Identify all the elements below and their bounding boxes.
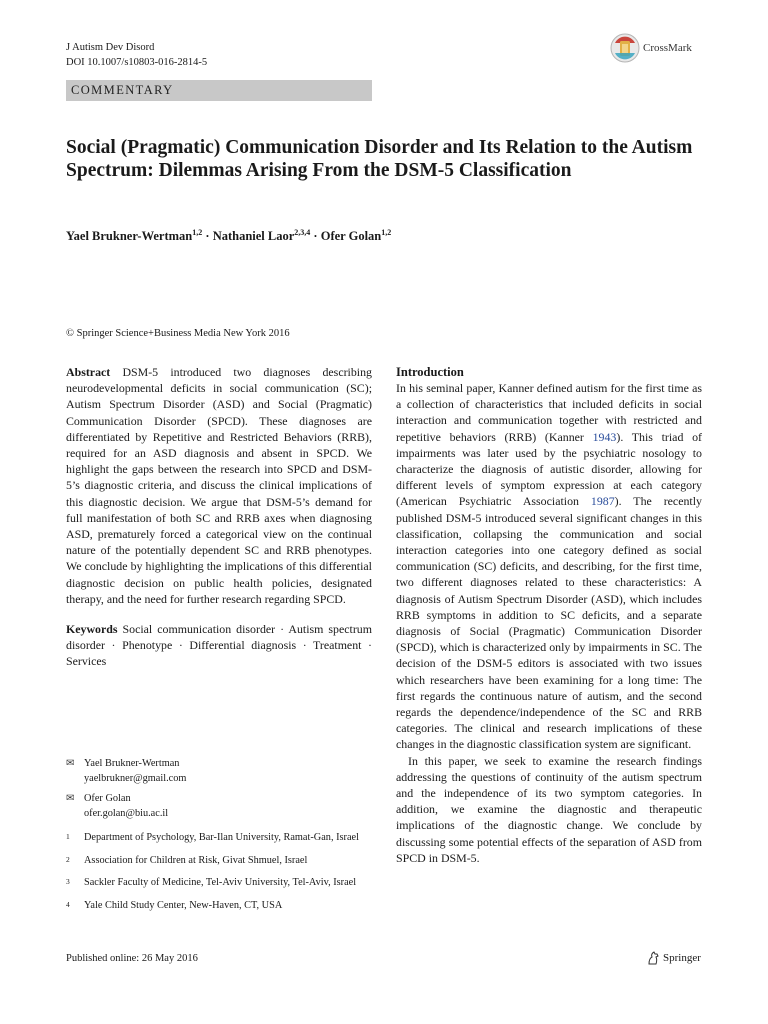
- published-date: Published online: 26 May 2016: [66, 953, 198, 964]
- abstract-label: Abstract: [66, 365, 111, 379]
- springer-label: Springer: [663, 952, 701, 964]
- journal-name: J Autism Dev Disord: [66, 42, 155, 53]
- paragraph-text: ). This triad of impairments was later used by the psychiatric nosology to characterize the diagnosis of autistic disorder, allowing for different levels of symptom expression at each category (American Psychiatric Association: [396, 429, 702, 509]
- affiliation-number: 2: [66, 854, 70, 864]
- crossmark-badge[interactable]: [610, 33, 692, 63]
- envelope-icon: ✉: [66, 793, 75, 804]
- paragraph-text: In his seminal paper, Kanner defined autism for the first time as a collection of characteristics that included deficits in social interaction and communication together with restricted and repetitive behaviors (RRB) (Kanner: [396, 381, 702, 444]
- envelope-icon: ✉: [66, 758, 75, 769]
- affiliation-item: [66, 854, 372, 869]
- author-separator: ·: [202, 229, 213, 244]
- introduction-paragraph: In this paper, we seek to examine the research findings addressing the questions of continuity of the autism spectrum and the independence of its two symptom categories. In addition, we examine the diagnostic and therapeutic implications of the diagnostic change. We conclude by discussing some potential effects of the separation of ASD from SPCD in DSM-5.: [396, 753, 702, 865]
- springer-horse-icon: [646, 951, 660, 965]
- affiliation-text: Association for Children at Risk, Givat Shmuel, Israel: [84, 854, 308, 866]
- left-column: [66, 364, 372, 670]
- journal-doi[interactable]: DOI 10.1007/s10803-016-2814-5: [66, 57, 208, 68]
- paragraph-text: ). The recently published DSM-5 introduced several significant changes in this classification, collapsing the communication and social interaction categories into one category defined as social communication (SC) deficits, and describing, for the first time, two different diagnoses related to these characteristics: A diagnosis of Autism Spectrum Disorder (ASD), which includes RRB symptoms in addition to SC deficits, and a separate diagnosis of Social (Pragmatic) Communication Disorder (SPCD), which is characterized only by impairments in SC. The decision of the DSM-5 editors is associated with two issues which researchers have been examining for a long time: The first regards the continuous nature of autism, and the second regards the dependence/independence of the SC and RRB categories. The clinical and research implications of these changes in the diagnostic classification system are significant.: [396, 494, 702, 752]
- affiliation-text: Sackler Faculty of Medicine, Tel-Aviv University, Tel-Aviv, Israel: [84, 877, 357, 888]
- author-name[interactable]: Ofer Golan: [320, 229, 382, 244]
- introduction-heading: Introduction: [396, 365, 464, 379]
- journal-info: [66, 40, 207, 70]
- crossmark-label: CrossMark: [643, 42, 692, 54]
- introduction-paragraph: [396, 380, 702, 753]
- affiliation-text: Department of Psychology, Bar-Ilan University, Ramat-Gan, Israel: [84, 832, 359, 843]
- contact-entry: [66, 757, 372, 786]
- author-name[interactable]: Nathaniel Laor: [212, 229, 295, 244]
- copyright-line: © Springer Science+Business Media New York 2016: [66, 328, 290, 339]
- right-column: [396, 364, 702, 866]
- article-title: Social (Pragmatic) Communication Disorder and Its Relation to the Autism Spectrum: Dilemmas Arising From the DSM-5 Classification: [66, 137, 693, 181]
- affiliation-item: [66, 876, 372, 891]
- keywords-label: Keywords: [66, 622, 118, 637]
- citation-link[interactable]: 1987: [590, 494, 615, 509]
- author-separator: ·: [310, 229, 321, 244]
- contact-email[interactable]: ofer.golan@biu.ac.il: [84, 807, 169, 819]
- affiliation-list: [66, 831, 372, 913]
- affiliation-text: Yale Child Study Center, New-Haven, CT, USA: [84, 899, 283, 911]
- affiliation-number: 1: [66, 832, 70, 841]
- crossmark-icon: [610, 33, 640, 63]
- affiliation-number: 3: [66, 877, 70, 886]
- author-name[interactable]: Yael Brukner-Wertman: [66, 229, 193, 244]
- springer-logo: [646, 951, 701, 965]
- abstract-text: DSM-5 introduced two diagnoses describing neurodevelopmental deficits in social communication (SC); Autism Spectrum Disorder (ASD) and Social (Pragmatic) Communication Disorder (SPCD). These diagnoses are differentiated by Repetitive and Restricted Behaviors (RRB), required for an ASD diagnosis and absent in SPCD. We highlight the gaps between the research into SPCD and DSM-5’s diagnostic criteria, and discuss the clinical implications of this diagnostic decision. We argue that DSM-5’s demand for full manifestation of both SC and RRB axes when diagnosing ASD, prematurely forced a categorical view on the continual nature of the potentially dependent SC and RRB phenotypes. We conclude by highlighting the implications of this differential diagnostic decision on public health policies, designated therapy, and the need for further research regarding SPCD.: [66, 365, 372, 606]
- correspondence-block: [66, 757, 372, 913]
- keywords: [66, 621, 372, 670]
- author-affiliation: 1,2: [192, 228, 203, 237]
- affiliation-item: [66, 899, 372, 914]
- contact-email[interactable]: yaelbrukner@gmail.com: [84, 772, 187, 784]
- contact-name: Yael Brukner-Wertman: [84, 758, 180, 769]
- abstract: [66, 364, 372, 607]
- section-label-bar: COMMENTARY: [66, 80, 372, 101]
- affiliation-item: [66, 831, 372, 846]
- keywords-text: Social communication disorder · Autism spectrum disorder · Phenotype · Differential diagnosis · Treatment · Services: [66, 622, 372, 669]
- citation-link[interactable]: 1943: [592, 429, 617, 444]
- author-affiliation: 1,2: [381, 228, 392, 237]
- affiliation-number: 4: [66, 899, 70, 909]
- contact-entry: [66, 792, 372, 821]
- contact-name: Ofer Golan: [84, 793, 131, 804]
- author-list: [66, 228, 391, 244]
- author-affiliation: 2,3,4: [294, 228, 311, 237]
